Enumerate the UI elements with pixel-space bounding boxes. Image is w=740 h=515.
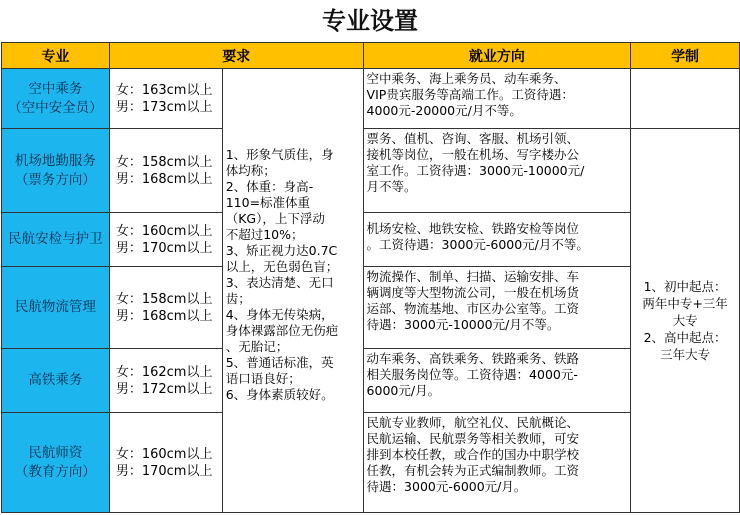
height-requirement: 女：158cm以上 男：168cm以上	[109, 267, 222, 349]
header-row	[2, 43, 740, 69]
height-requirement: 女：158cm以上 男：168cm以上	[109, 129, 222, 213]
major-table	[1, 42, 740, 513]
table-row	[2, 267, 740, 349]
table-row	[2, 413, 740, 513]
employment-direction: 物流操作、制单、扫描、运输安排、车 辆调度等大型物流公司，一般在机场货 运部、物流基地、市区办公室等。工资 待遇：3000元-10000元/月不等。	[363, 267, 631, 349]
header-duration: 学制	[631, 43, 740, 69]
employment-direction: 票务、值机、咨询、客服、机场引领、 接机等岗位，一般在机场、写字楼办公 室工作。工资待遇：3000元-10000元/ 月不等。	[363, 129, 631, 213]
height-requirement: 女：160cm以上 男：170cm以上	[109, 213, 222, 267]
employment-direction: 空中乘务、海上乘务员、动车乘务、 VIP贵宾服务等高端工作。工资待遇： 4000元-20000元/月不等。	[363, 69, 631, 129]
employment-direction: 机场安检、地铁安检、铁路安检等岗位 。工资待遇：3000元-6000元/月不等。	[363, 213, 631, 267]
header-major: 专业	[2, 43, 110, 69]
duration-top	[631, 69, 740, 129]
table-row	[2, 213, 740, 267]
height-requirement: 女：160cm以上 男：170cm以上	[109, 413, 222, 513]
employment-direction: 动车乘务、高铁乘务、铁路乘务、铁路 相关服务岗位等。工资待遇：4000元- 6000元/月。	[363, 349, 631, 413]
height-requirement: 女：163cm以上 男：173cm以上	[109, 69, 222, 129]
major-name: 民航安检与护卫	[2, 213, 110, 267]
study-duration: 1、初中起点： 两年中专+三年 大专 2、高中起点： 三年大专	[631, 129, 740, 513]
table-row	[2, 129, 740, 213]
major-name: 民航师资 （教育方向）	[2, 413, 110, 513]
height-requirement: 女：162cm以上 男：172cm以上	[109, 349, 222, 413]
major-name: 高铁乘务	[2, 349, 110, 413]
employment-direction: 民航专业教师，航空礼仪、民航概论、 民航运输、民航票务等相关教师，可安 排到本校任教，或合作的国办中职学校 任教，有机会转为正式编制教师。工资 待遇：3000元-6000元/月。	[363, 413, 631, 513]
header-requirements: 要求	[109, 43, 363, 69]
major-name: 机场地勤服务 （票务方向）	[2, 129, 110, 213]
page-title: 专业设置	[322, 7, 418, 35]
header-employment: 就业方向	[363, 43, 631, 69]
table-row	[2, 349, 740, 413]
major-name: 空中乘务 （空中安全员）	[2, 69, 110, 129]
table-row	[2, 69, 740, 129]
general-requirements: 1、形象气质佳，身 体均称； 2、体重：身高- 110=标准体重 （KG），上下浮动 不超过10%； 3、矫正视力达0.7C 以上，无色弱色盲； 3、表达清楚、无口 齿； 4、身体无传染病， 身体裸露部位无伤疤 、无胎记； 5、普通话标准，英 语口语良好； 6、身体素质较好。	[222, 69, 363, 513]
major-name: 民航物流管理	[2, 267, 110, 349]
